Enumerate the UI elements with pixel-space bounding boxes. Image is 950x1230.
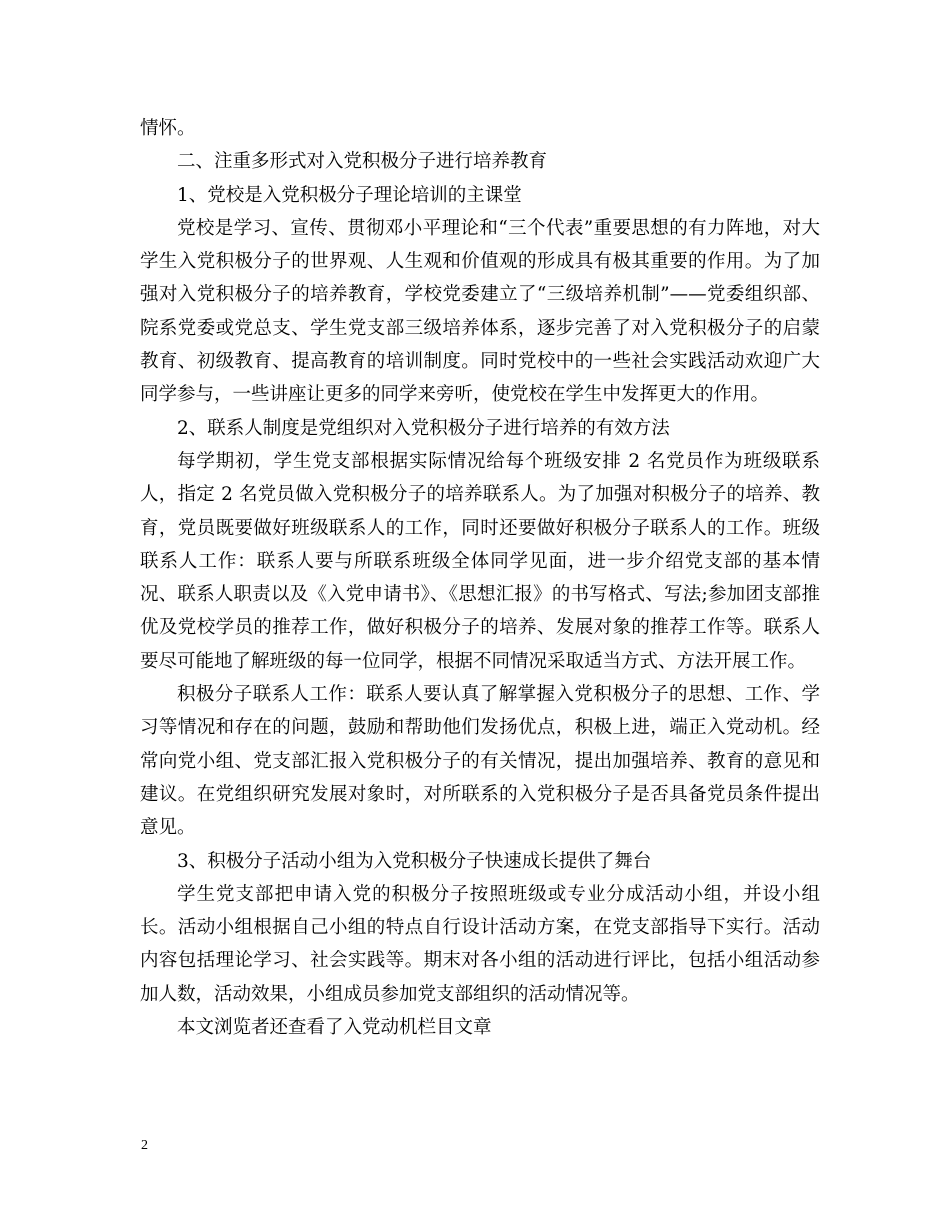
document-body bbox=[140, 112, 820, 1044]
subsection-heading: 1、党校是入党积极分子理论培训的主课堂 bbox=[177, 184, 522, 206]
paragraph: 每学期初，学生党支部根据实际情况给每个班级安排 2 名党员作为班级联系人，指定 2 名党员做入党积极分子的培养联系人。为了加强对积极分子的培养、教育，党员既要做好班级联系人的工作，同时还要做好积极分子联系人的工作。班级联系人工作：联系人要与所联系班级全体同学见面，进一步介绍党支部的基本情况、联系人职责以及《入党申请书》、《思想汇报》的书写格式、写法;参加团支部推优及党校学员的推荐工作，做好积极分子的培养、发展对象的推荐工作等。联系人要尽可能地了解班级的每一位同学，根据不同情况采取适当方式、方法开展工作。 bbox=[140, 450, 820, 672]
paragraph: 积极分子联系人工作：联系人要认真了解掌握入党积极分子的思想、工作、学习等情况和存在的问题，鼓励和帮助他们发扬优点，积极上进，端正入党动机。经常向党小组、党支部汇报入党积极分子的有关情况，提出加强培养、教育的意见和建议。在党组织研究发展对象时，对所联系的入党积极分子是否具备党员条件提出意见。 bbox=[140, 684, 820, 839]
page-number: 2 bbox=[141, 1138, 148, 1153]
paragraph: 学生党支部把申请入党的积极分子按照班级或专业分成活动小组，并设小组长。活动小组根据自己小组的特点自行设计活动方案，在党支部指导下实行。活动内容包括理论学习、社会实践等。期末对各小组的活动进行评比，包括小组活动参加人数，活动效果，小组成员参加党支部组织的活动情况等。 bbox=[140, 883, 820, 1005]
section-heading: 二、注重多形式对入党积极分子进行培养教育 bbox=[177, 151, 548, 173]
subsection-heading: 3、积极分子活动小组为入党积极分子快速成长提供了舞台 bbox=[177, 850, 652, 872]
subsection-heading: 2、联系人制度是党组织对入党积极分子进行培养的有效方法 bbox=[177, 417, 670, 439]
paragraph: 本文浏览者还查看了入党动机栏目文章 bbox=[177, 1017, 492, 1039]
paragraph-continuation: 情怀。 bbox=[140, 118, 196, 139]
paragraph: 党校是学习、宣传、贯彻邓小平理论和“三个代表”重要思想的有力阵地，对大学生入党积极分子的世界观、人生观和价值观的形成具有极其重要的作用。为了加强对入党积极分子的培养教育，学校党委建立了“三级培养机制”——党委组织部、院系党委或党总支、学生党支部三级培养体系，逐步完善了对入党积极分子的启蒙教育、初级教育、提高教育的培训制度。同时党校中的一些社会实践活动欢迎广大同学参与，一些讲座让更多的同学来旁听，使党校在学生中发挥更大的作用。 bbox=[140, 217, 820, 406]
